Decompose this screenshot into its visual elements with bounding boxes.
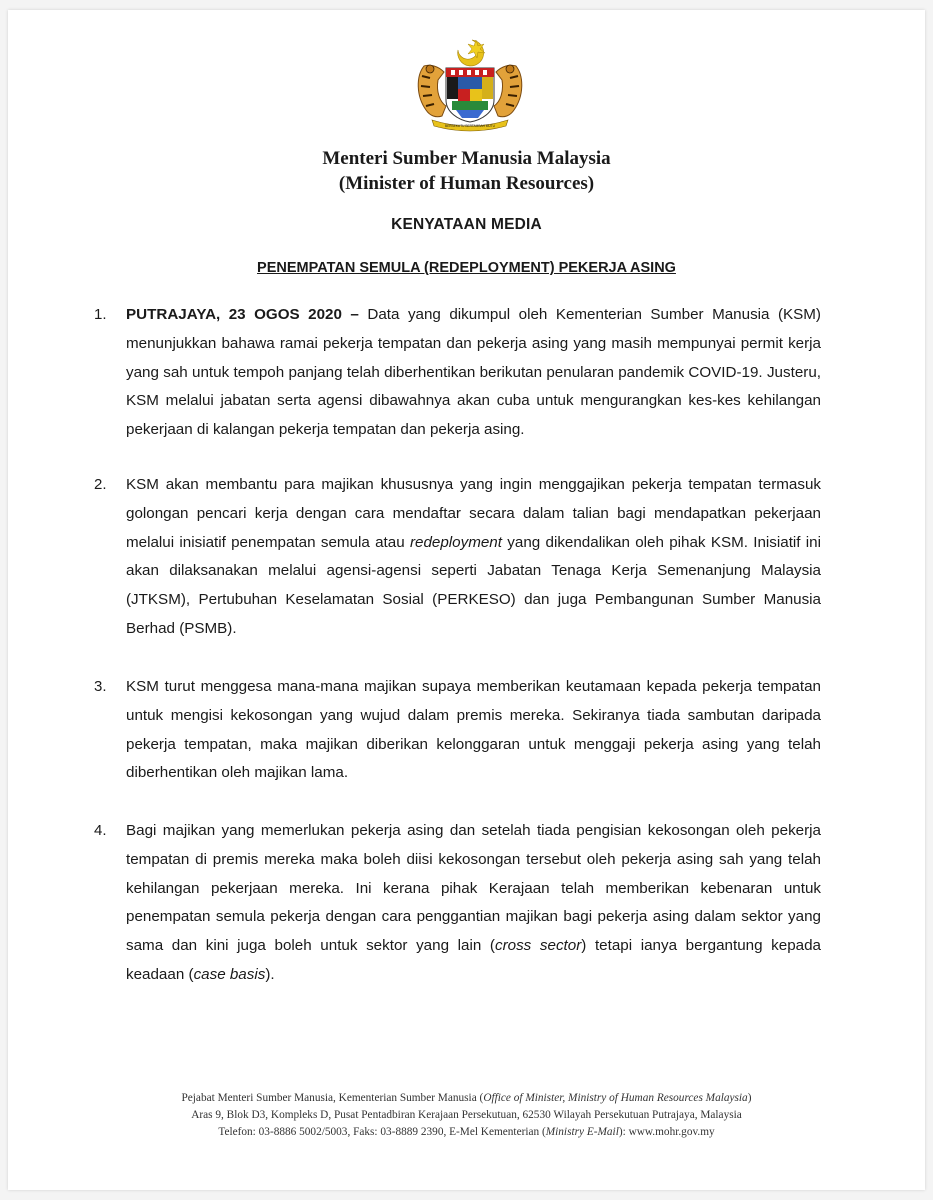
paragraph-number: 4. [94,822,107,839]
document-subject: PENEMPATAN SEMULA (REDEPLOYMENT) PEKERJA ASING [257,260,676,276]
svg-text:BERSEKUTU BERTAMBAH MUTU: BERSEKUTU BERTAMBAH MUTU [444,124,496,128]
minister-title: Menteri Sumber Manusia Malaysia [322,148,611,169]
document-type-heading: KENYATAAN MEDIA [391,216,542,233]
paragraph-number: 3. [94,678,107,695]
dateline: PUTRAJAYA, 23 OGOS 2020 – [126,306,359,323]
malaysia-coat-of-arms-icon [406,36,534,132]
footer-line-3: Telefon: 03-8886 5002/5003, Faks: 03-8889 2390, E-Mel Kementerian (Ministry E-Mail): www.mohr.gov.my [218,1126,715,1138]
paragraph-text: KSM turut menggesa mana-mana majikan supaya memberikan keutamaan kepada pekerja tempatan untuk mengisi kekosongan yang wujud dalam premis mereka. Sekiranya tiada sambutan daripada pekerja tempatan, maka majikan diberikan kelonggaran untuk menggaji pekerja asing yang telah diberhentikan oleh majikan lama. [126,678,821,782]
paragraph-text: Bagi majikan yang memerlukan pekerja asing dan setelah tiada pengisian kekosongan oleh pekerja tempatan di premis mereka maka boleh diisi kekosongan tersebut oleh pekerja asing sah yang telah kehilangan pekerjaan mereka. Ini kerana pihak Kerajaan telah memberikan kebenaran untuk penempatan semula pekerja dengan cara penggantian majikan bagi pekerja asing dalam sektor yang sama dan kini juga boleh untuk sektor yang lain (cross sector) tetapi ianya bergantung kepada keadaan (case basis). [126,822,821,983]
minister-title-english: (Minister of Human Resources) [338,173,595,194]
footer-line-2: Aras 9, Blok D3, Kompleks D, Pusat Pentadbiran Kerajaan Persekutuan, 62530 Wilayah Persekutuan Putrajaya, Malaysia [191,1109,742,1121]
footer-line-1: Pejabat Menteri Sumber Manusia, Kementerian Sumber Manusia (Office of Minister, Ministry of Human Resources Malaysia) [181,1092,752,1104]
paragraph-number: 2. [94,476,107,493]
paragraph-number: 1. [94,306,107,323]
paragraph-text: PUTRAJAYA, 23 OGOS 2020 – Data yang dikumpul oleh Kementerian Sumber Manusia (KSM) menunjukkan bahawa ramai pekerja tempatan dan pekerja asing yang masih mempunyai permit kerja yang sah untuk tempoh panjang telah diberhentikan berikutan penularan pandemik COVID-19. Justeru, KSM melalui jabatan serta agensi dibawahnya akan cuba untuk mengurangkan kes-kes kehilangan pekerjaan di kalangan pekerja tempatan dan pekerja asing. [126,306,821,439]
paragraph-text: KSM akan membantu para majikan khususnya yang ingin menggajikan pekerja tempatan termasuk golongan pencari kerja dengan cara mendaftar secara dalam talian bagi mendapatkan pekerjaan melalui inisiatif penempatan semula atau redeployment yang dikendalikan oleh pihak KSM. Inisiatif ini akan dilaksanakan melalui agensi-agensi seperti Jabatan Tenaga Kerja Semenanjung Malaysia (JTKSM), Pertubuhan Keselamatan Sosial (PERKESO) dan juga Pembangunan Sumber Manusia Berhad (PSMB). [126,476,821,637]
footer-address [0,1090,933,1141]
